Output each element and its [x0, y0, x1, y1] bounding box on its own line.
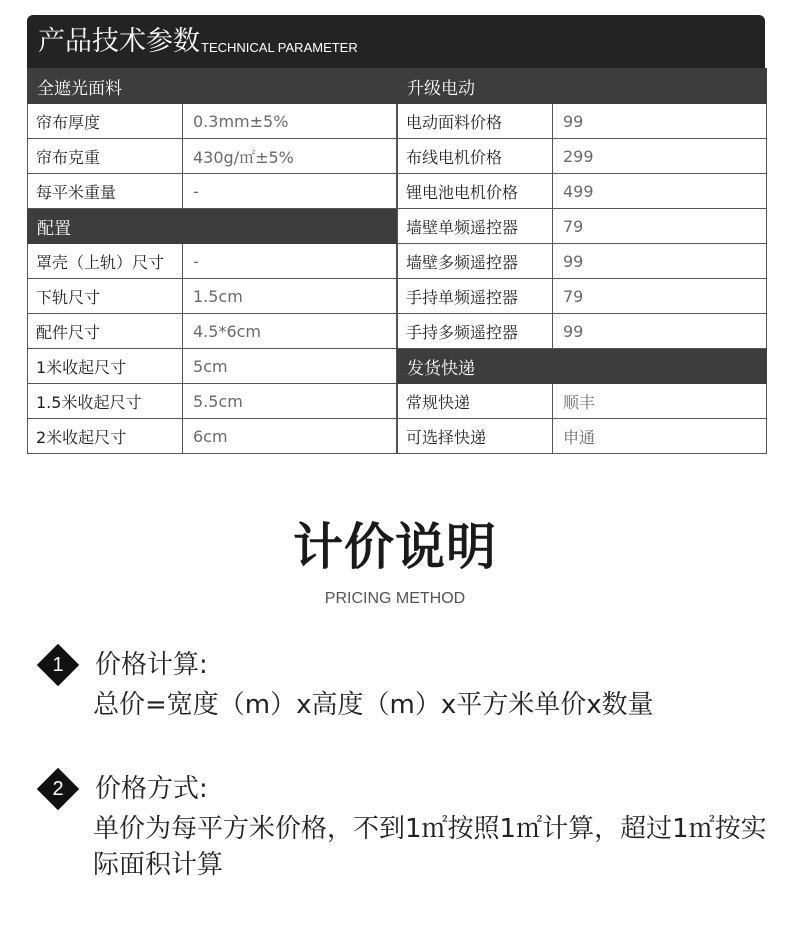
param-value: 79 [553, 209, 767, 244]
param-label: 下轨尺寸 [28, 279, 183, 314]
param-value: 99 [553, 104, 767, 139]
param-label: 1米收起尺寸 [28, 349, 183, 384]
param-label: 电动面料价格 [398, 104, 553, 139]
param-value: 299 [553, 139, 767, 174]
section-header: 发货快递 [398, 349, 767, 384]
left-param-table [27, 68, 397, 454]
section-header: 全遮光面料 [28, 69, 397, 104]
table-row [398, 209, 767, 244]
item-title: 价格计算: [95, 650, 208, 680]
table-row [398, 244, 767, 279]
table-row [28, 139, 397, 174]
diamond-number-icon [37, 643, 79, 687]
param-value: 499 [553, 174, 767, 209]
param-value: 顺丰 [553, 384, 767, 419]
pricing-subtitle: PRICING METHOD [324, 590, 466, 607]
item-number: 1 [52, 654, 64, 676]
table-row [398, 104, 767, 139]
param-label: 墙壁单频遥控器 [398, 209, 553, 244]
param-value: 4.5*6cm [183, 314, 397, 349]
table-row [28, 314, 397, 349]
param-title: 产品技术参数 [38, 26, 200, 57]
section-header: 升级电动 [398, 69, 767, 104]
right-param-table [397, 68, 767, 454]
param-value: 1.5cm [183, 279, 397, 314]
pricing-item-1 [37, 643, 773, 723]
table-row [28, 349, 397, 384]
param-label: 可选择快递 [398, 419, 553, 454]
section-header: 配置 [28, 209, 397, 244]
param-label: 手持多频遥控器 [398, 314, 553, 349]
table-row [28, 279, 397, 314]
table-row [398, 139, 767, 174]
param-label: 每平米重量 [28, 174, 183, 209]
param-label: 1.5米收起尺寸 [28, 384, 183, 419]
table-row [28, 244, 397, 279]
table-row [398, 314, 767, 349]
param-tables [27, 68, 765, 454]
param-label: 布线电机价格 [398, 139, 553, 174]
table-row [28, 384, 397, 419]
param-label: 帘布克重 [28, 139, 183, 174]
table-row [398, 174, 767, 209]
param-label: 罩壳（上轨）尺寸 [28, 244, 183, 279]
param-label: 手持单频遥控器 [398, 279, 553, 314]
table-row [28, 419, 397, 454]
table-row [398, 419, 767, 454]
table-section-row [28, 209, 397, 244]
item-number: 2 [52, 778, 64, 800]
item-title: 价格方式: [95, 774, 208, 804]
item-body: 单价为每平方米价格，不到1㎡按照1㎡计算，超过1㎡按实际面积计算 [93, 814, 767, 880]
param-label: 墙壁多频遥控器 [398, 244, 553, 279]
pricing-title: 计价说明 [293, 518, 497, 576]
table-row [28, 104, 397, 139]
param-header [27, 15, 765, 68]
param-value: 0.3mm±5% [183, 104, 397, 139]
table-row [28, 174, 397, 209]
param-value: 5cm [183, 349, 397, 384]
param-label: 2米收起尺寸 [28, 419, 183, 454]
pricing-item-2 [37, 767, 773, 883]
table-section-row [398, 349, 767, 384]
table-row [398, 279, 767, 314]
param-value: 99 [553, 314, 767, 349]
param-label: 配件尺寸 [28, 314, 183, 349]
table-section-row [28, 69, 397, 104]
param-value: 79 [553, 279, 767, 314]
param-value: - [183, 244, 397, 279]
param-subtitle: TECHNICAL PARAMETER [201, 40, 358, 55]
param-value: 99 [553, 244, 767, 279]
param-label: 锂电池电机价格 [398, 174, 553, 209]
table-row [398, 384, 767, 419]
table-section-row [398, 69, 767, 104]
diamond-number-icon [37, 767, 79, 811]
param-value: 6cm [183, 419, 397, 454]
param-label: 帘布厚度 [28, 104, 183, 139]
param-value: 申通 [553, 419, 767, 454]
item-body: 总价=宽度（m）x高度（m）x平方米单价x数量 [93, 690, 654, 720]
param-value: 430g/㎡±5% [183, 139, 397, 174]
param-value: 5.5cm [183, 384, 397, 419]
param-label: 常规快递 [398, 384, 553, 419]
param-value: - [183, 174, 397, 209]
